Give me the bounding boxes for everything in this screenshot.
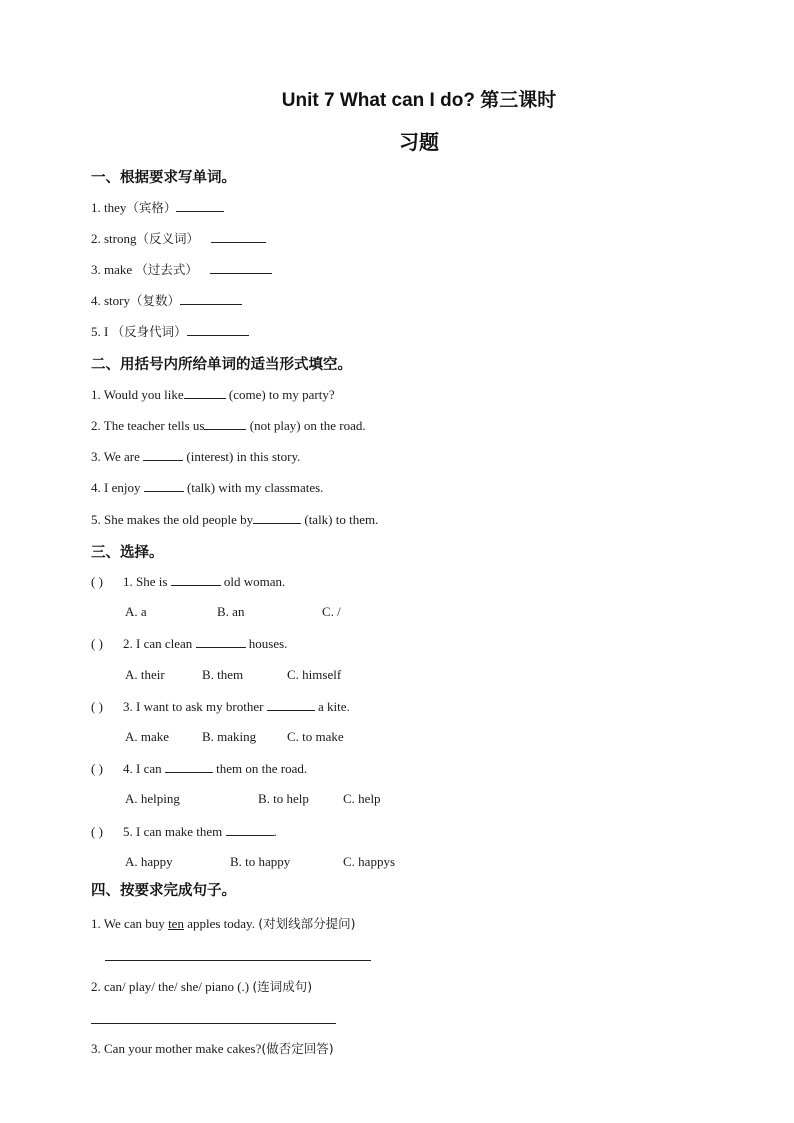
- part3-question-4: ( ) 4. I can them on the road.: [91, 761, 308, 776]
- answer-blank[interactable]: [144, 479, 184, 492]
- option-b[interactable]: B. to happy: [230, 854, 291, 869]
- part2-item-4: 4. I enjoy (talk) with my classmates.: [91, 480, 324, 495]
- option-a[interactable]: A. make: [125, 729, 170, 744]
- part3-question-3: ( ) 3. I want to ask my brother a kite.: [91, 699, 350, 714]
- part1-item-3: 3. make （过去式）: [91, 261, 272, 278]
- answer-blank[interactable]: [253, 511, 301, 524]
- part2-item-1: 1. Would you like (come) to my party?: [91, 387, 335, 402]
- part3-question-2: ( ) 2. I can clean houses.: [91, 636, 288, 651]
- answer-blank: [196, 635, 246, 648]
- part4-question-1: 1. We can buy ten apples today. (对划线部分提问): [91, 916, 356, 931]
- option-a[interactable]: A. happy: [125, 854, 173, 869]
- answer-blank: [165, 760, 213, 773]
- answer-blank[interactable]: [176, 199, 224, 212]
- answer-parens[interactable]: ( ): [91, 574, 103, 589]
- answer-line[interactable]: [91, 1023, 336, 1024]
- part2-item-5: 5. She makes the old people by (talk) to them.: [91, 512, 379, 527]
- answer-blank[interactable]: [180, 292, 242, 305]
- option-b[interactable]: B. an: [217, 604, 245, 619]
- answer-parens[interactable]: ( ): [91, 699, 103, 714]
- part1-item-4: 4. story（复数）: [91, 292, 242, 309]
- part4-question-3: 3. Can your mother make cakes?(做否定回答): [91, 1041, 334, 1056]
- section-1-heading: 一、根据要求写单词。: [91, 170, 236, 186]
- part4-question-2: 2. can/ play/ the/ she/ piano (.) (连词成句): [91, 979, 313, 994]
- section-2-heading: 二、用括号内所给单词的适当形式填空。: [91, 357, 352, 373]
- section-3-heading: 三、选择。: [91, 545, 164, 561]
- answer-blank: [226, 823, 274, 836]
- option-a[interactable]: A. helping: [125, 791, 180, 806]
- option-a[interactable]: A. their: [125, 667, 165, 682]
- option-c[interactable]: C. to make: [287, 729, 344, 744]
- answer-blank[interactable]: [184, 386, 226, 399]
- part3-question-5: ( ) 5. I can make them .: [91, 824, 277, 839]
- option-c[interactable]: C. help: [343, 791, 381, 806]
- answer-parens[interactable]: ( ): [91, 761, 103, 776]
- section-4-heading: 四、按要求完成句子。: [91, 883, 236, 899]
- answer-parens[interactable]: ( ): [91, 636, 103, 651]
- answer-line[interactable]: [105, 960, 371, 961]
- answer-blank[interactable]: [143, 448, 183, 461]
- underlined-word: ten: [168, 916, 184, 931]
- option-c[interactable]: C. happys: [343, 854, 395, 869]
- part1-item-1: 1. they（宾格）: [91, 199, 224, 216]
- part1-item-2: 2. strong（反义词）: [91, 230, 266, 247]
- option-c[interactable]: C. himself: [287, 667, 342, 682]
- answer-blank[interactable]: [211, 230, 266, 243]
- part2-item-3: 3. We are (interest) in this story.: [91, 449, 301, 464]
- option-b[interactable]: B. them: [202, 667, 244, 682]
- part2-item-2: 2. The teacher tells us (not play) on the road.: [91, 418, 366, 433]
- answer-parens[interactable]: ( ): [91, 824, 103, 839]
- option-c[interactable]: C. /: [322, 604, 341, 619]
- option-a[interactable]: A. a: [125, 604, 147, 619]
- page-title: Unit 7 What can I do? 第三课时: [281, 90, 557, 111]
- option-b[interactable]: B. to help: [258, 791, 309, 806]
- answer-blank: [267, 698, 315, 711]
- answer-blank[interactable]: [187, 323, 249, 336]
- answer-blank[interactable]: [204, 417, 246, 430]
- answer-blank[interactable]: [210, 261, 272, 274]
- part1-item-5: 5. I （反身代词）: [91, 323, 249, 340]
- page-subtitle: 习题: [399, 132, 439, 154]
- option-b[interactable]: B. making: [202, 729, 257, 744]
- answer-blank: [171, 573, 221, 586]
- part3-question-1: ( ) 1. She is old woman.: [91, 574, 286, 589]
